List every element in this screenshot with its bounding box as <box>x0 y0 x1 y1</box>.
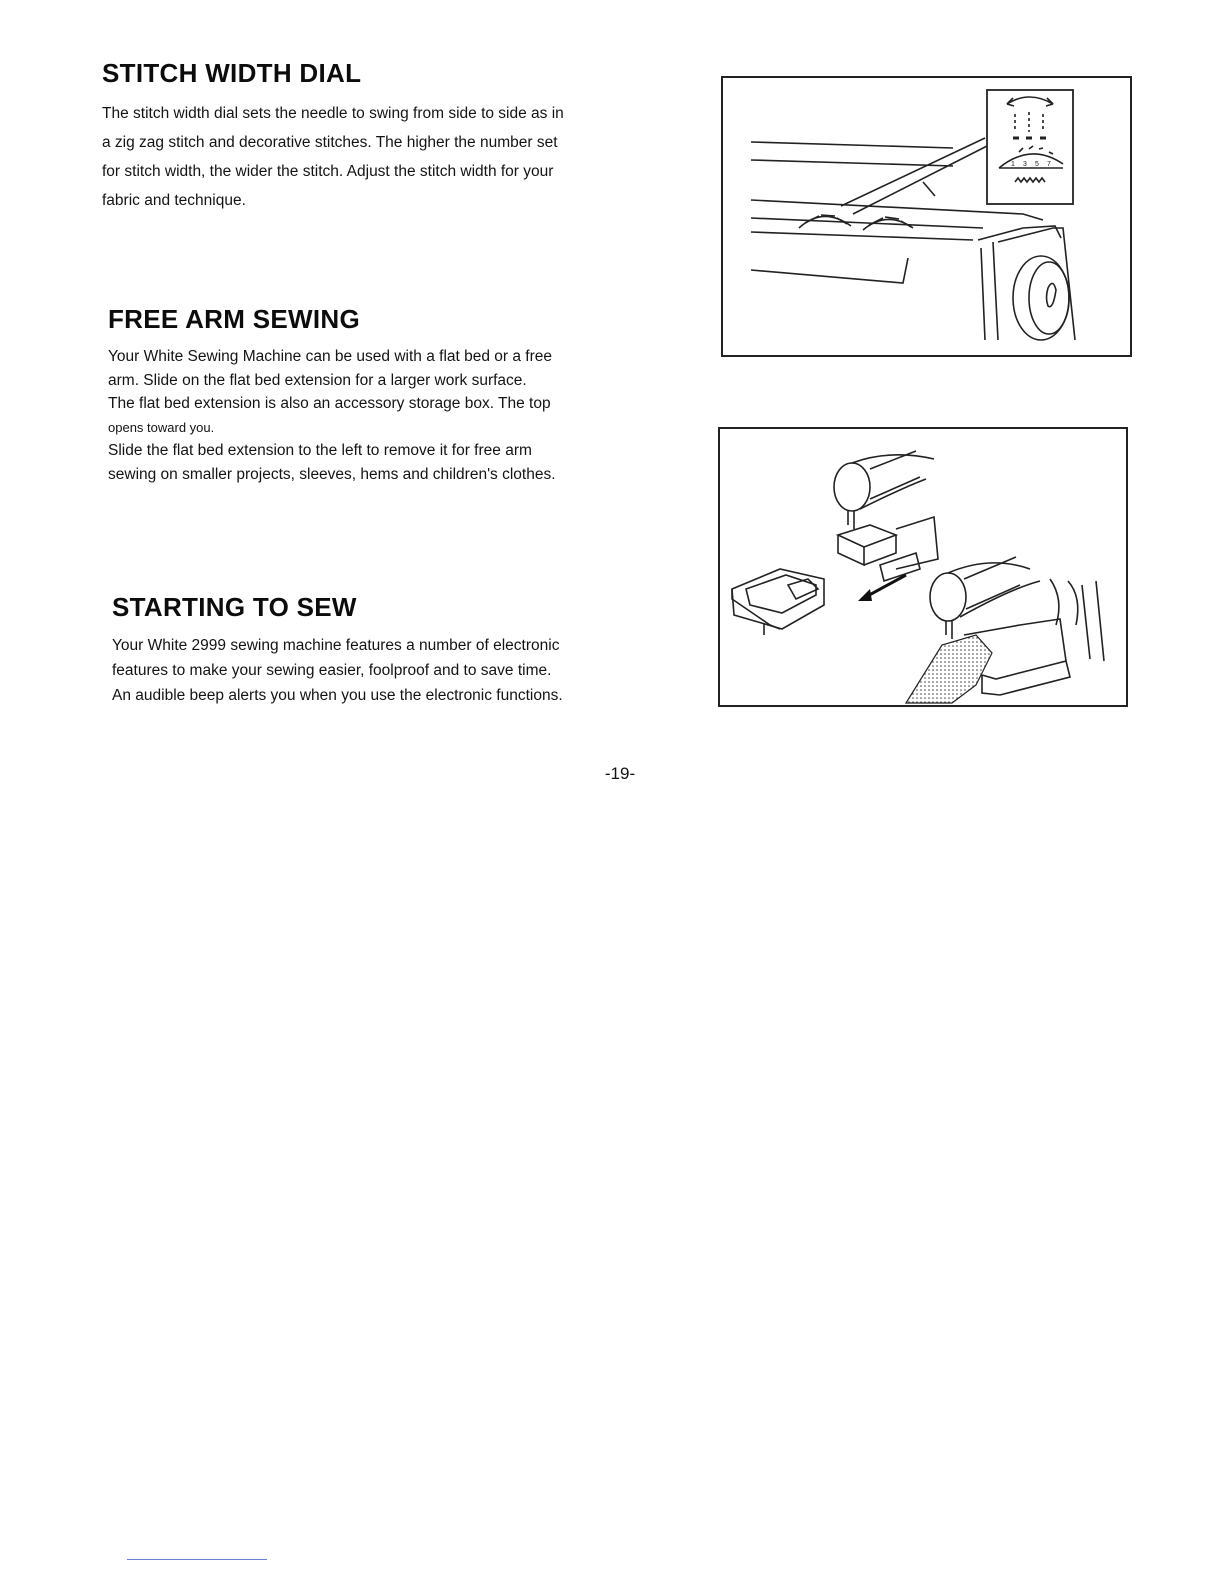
text-line: arm. Slide on the flat bed extension for a larger work surface. <box>108 371 527 389</box>
section-free-arm-sewing <box>108 304 638 486</box>
section-stitch-width-dial <box>102 58 642 215</box>
paragraph <box>108 345 638 486</box>
text-line: features to make your sewing easier, foolproof and to save time. <box>112 662 552 679</box>
stitch-width-dial-illustration <box>721 76 1132 357</box>
footer-divider <box>127 1559 267 1560</box>
dial-detail-inset <box>987 90 1073 204</box>
text-line: Your White Sewing Machine can be used with a flat bed or a free <box>108 348 553 365</box>
paragraph <box>102 99 642 215</box>
text-line: Your White 2999 sewing machine features a number of electronic <box>112 637 560 654</box>
dial-number: 3 <box>1023 161 1027 168</box>
section-heading: STITCH WIDTH DIAL <box>102 58 362 88</box>
text-line: a zig zag stitch and decorative stitches. The higher the number set <box>102 134 558 151</box>
flat-bed-removal-drawing <box>720 429 1126 705</box>
free-arm-illustration <box>718 427 1128 707</box>
text-line: The stitch width dial sets the needle to swing from side to side as in <box>102 105 564 122</box>
text-line: An audible beep alerts you when you use the electronic functions. <box>112 687 563 704</box>
text-line: The flat bed extension is also an accessory storage box. The top <box>108 395 551 412</box>
section-starting-to-sew <box>112 592 642 708</box>
text-line: sewing on smaller projects, sleeves, hems and children's clothes. <box>108 465 556 483</box>
section-heading: STARTING TO SEW <box>112 592 357 622</box>
fabric-sleeve <box>906 635 992 703</box>
dial-number: 5 <box>1035 161 1039 168</box>
text-line: opens toward you. <box>108 419 215 435</box>
section-heading: FREE ARM SEWING <box>108 304 360 334</box>
machine-top-drawing <box>723 78 1130 355</box>
text-line: fabric and technique. <box>102 192 246 209</box>
paragraph <box>112 633 642 708</box>
text-line: for stitch width, the wider the stitch. Adjust the stitch width for your <box>102 163 554 180</box>
dial-number: 1 <box>1011 161 1015 168</box>
page-number: -19- <box>604 764 636 783</box>
text-line: Slide the flat bed extension to the left to remove it for free arm <box>108 442 532 459</box>
dial-number: 7 <box>1047 161 1051 168</box>
